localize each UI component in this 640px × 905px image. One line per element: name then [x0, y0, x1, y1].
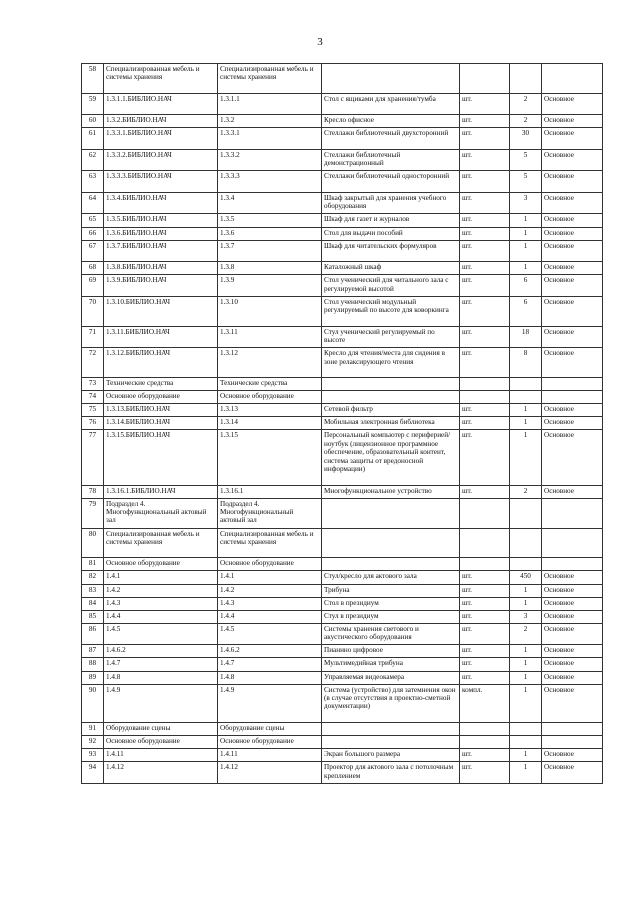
unit-cell: шт.: [460, 584, 510, 597]
quantity-cell: 2: [510, 623, 542, 645]
quantity-cell: [510, 498, 542, 528]
item-name-cell: Стул в президиум: [322, 610, 460, 623]
unit-cell: шт.: [460, 93, 510, 115]
subcode-cell: 1.4.2: [218, 584, 322, 597]
item-name-cell: Стол ученический модульный регулируемый по высоте для коворкинга: [322, 296, 460, 326]
quantity-cell: [510, 378, 542, 391]
subcode-cell: 1.3.14: [218, 417, 322, 430]
item-code-cell: 1.4.5: [104, 623, 218, 645]
table-row: [82, 296, 603, 326]
item-code-cell: 1.3.5.БИБЛИО.НАЧ: [104, 214, 218, 227]
quantity-cell: 1: [510, 597, 542, 610]
row-number-cell: 68: [82, 262, 104, 275]
table-row: [82, 214, 603, 227]
item-name-cell: Трибуна: [322, 584, 460, 597]
quantity-cell: 8: [510, 348, 542, 378]
row-number-cell: 64: [82, 192, 104, 214]
quantity-cell: 1: [510, 430, 542, 485]
subcode-cell: 1.3.3.2: [218, 149, 322, 171]
unit-cell: шт.: [460, 762, 510, 784]
table-row: [82, 623, 603, 645]
table-row: [82, 192, 603, 214]
category-cell: [542, 722, 603, 735]
row-number-cell: 91: [82, 722, 104, 735]
item-code-cell: 1.4.7: [104, 658, 218, 671]
item-code-cell: Основное оборудование: [104, 391, 218, 404]
table-row: [82, 430, 603, 485]
item-name-cell: Мультимедийная трибуна: [322, 658, 460, 671]
item-code-cell: Специализированная мебель и системы хранения: [104, 528, 218, 558]
quantity-cell: 1: [510, 262, 542, 275]
quantity-cell: 1: [510, 749, 542, 762]
quantity-cell: 1: [510, 214, 542, 227]
item-code-cell: Основное оборудование: [104, 558, 218, 571]
quantity-cell: [510, 722, 542, 735]
row-number-cell: 62: [82, 149, 104, 171]
item-code-cell: 1.3.9.БИБЛИО.НАЧ: [104, 275, 218, 297]
category-cell: [542, 64, 603, 94]
table-row: [82, 404, 603, 417]
unit-cell: [460, 378, 510, 391]
row-number-cell: 69: [82, 275, 104, 297]
item-name-cell: Каталожный шкаф: [322, 262, 460, 275]
unit-cell: [460, 528, 510, 558]
quantity-cell: 3: [510, 192, 542, 214]
quantity-cell: [510, 528, 542, 558]
category-cell: Основное: [542, 658, 603, 671]
quantity-cell: 6: [510, 275, 542, 297]
item-name-cell: Шкаф для читательских формуляров: [322, 240, 460, 262]
equipment-table: [81, 63, 603, 784]
item-name-cell: Стол с ящиками для хранения/тумба: [322, 93, 460, 115]
item-name-cell: Стол в президиум: [322, 597, 460, 610]
item-code-cell: 1.4.2: [104, 584, 218, 597]
subcode-cell: 1.4.6.2: [218, 645, 322, 658]
subcode-cell: Технические средства: [218, 378, 322, 391]
item-name-cell: [322, 558, 460, 571]
subcode-cell: 1.4.4: [218, 610, 322, 623]
subcode-cell: 1.3.1.1: [218, 93, 322, 115]
category-cell: Основное: [542, 348, 603, 378]
category-cell: Основное: [542, 192, 603, 214]
unit-cell: шт.: [460, 115, 510, 128]
item-name-cell: Сетевой фильтр: [322, 404, 460, 417]
category-cell: Основное: [542, 417, 603, 430]
row-number-cell: 66: [82, 227, 104, 240]
table-row: [82, 645, 603, 658]
item-code-cell: Подраздел 4. Многофункциональный актовый зал: [104, 498, 218, 528]
item-code-cell: 1.3.1.1.БИБЛИО.НАЧ: [104, 93, 218, 115]
subcode-cell: 1.4.3: [218, 597, 322, 610]
item-name-cell: Проектор для актового зала с потолочным креплением: [322, 762, 460, 784]
item-name-cell: Персональный компьютер с периферией/ноутбук (лицензионное программное обеспечение, образовательный контент, система защиты от вредоносной информации): [322, 430, 460, 485]
unit-cell: шт.: [460, 597, 510, 610]
table-row: [82, 115, 603, 128]
item-name-cell: [322, 736, 460, 749]
quantity-cell: 1: [510, 240, 542, 262]
unit-cell: [460, 64, 510, 94]
quantity-cell: 1: [510, 684, 542, 722]
subcode-cell: 1.4.5: [218, 623, 322, 645]
unit-cell: шт.: [460, 658, 510, 671]
row-number-cell: 74: [82, 391, 104, 404]
item-code-cell: 1.3.14.БИБЛИО.НАЧ: [104, 417, 218, 430]
table-row: [82, 671, 603, 684]
subcode-cell: 1.3.2: [218, 115, 322, 128]
quantity-cell: 2: [510, 115, 542, 128]
unit-cell: шт.: [460, 296, 510, 326]
unit-cell: шт.: [460, 623, 510, 645]
item-code-cell: Специализированная мебель и системы хранения: [104, 64, 218, 94]
table-row: [82, 378, 603, 391]
unit-cell: шт.: [460, 404, 510, 417]
subcode-cell: Основное оборудование: [218, 558, 322, 571]
item-name-cell: Кресло для чтения/места для сидения в зоне релаксирующего чтения: [322, 348, 460, 378]
unit-cell: [460, 558, 510, 571]
category-cell: Основное: [542, 240, 603, 262]
quantity-cell: 3: [510, 610, 542, 623]
category-cell: Основное: [542, 93, 603, 115]
row-number-cell: 77: [82, 430, 104, 485]
row-number-cell: 59: [82, 93, 104, 115]
item-code-cell: 1.4.6.2: [104, 645, 218, 658]
item-name-cell: Шкаф закрытый для хранения учебного оборудования: [322, 192, 460, 214]
subcode-cell: Оборудование сцены: [218, 722, 322, 735]
category-cell: Основное: [542, 571, 603, 584]
row-number-cell: 92: [82, 736, 104, 749]
table-row: [82, 64, 603, 94]
category-cell: Основное: [542, 684, 603, 722]
subcode-cell: 1.3.5: [218, 214, 322, 227]
item-code-cell: Оборудование сцены: [104, 722, 218, 735]
subcode-cell: 1.3.4: [218, 192, 322, 214]
category-cell: Основное: [542, 623, 603, 645]
item-code-cell: 1.3.3.1.БИБЛИО.НАЧ: [104, 128, 218, 150]
subcode-cell: 1.3.15: [218, 430, 322, 485]
subcode-cell: 1.3.11: [218, 326, 322, 348]
category-cell: Основное: [542, 610, 603, 623]
subcode-cell: 1.3.10: [218, 296, 322, 326]
table-row: [82, 275, 603, 297]
category-cell: Основное: [542, 584, 603, 597]
category-cell: Основное: [542, 149, 603, 171]
item-code-cell: 1.4.3: [104, 597, 218, 610]
subcode-cell: Подраздел 4. Многофункциональный актовый зал: [218, 498, 322, 528]
category-cell: [542, 736, 603, 749]
table-row: [82, 391, 603, 404]
row-number-cell: 81: [82, 558, 104, 571]
subcode-cell: 1.4.8: [218, 671, 322, 684]
unit-cell: шт.: [460, 571, 510, 584]
quantity-cell: [510, 391, 542, 404]
category-cell: Основное: [542, 404, 603, 417]
row-number-cell: 83: [82, 584, 104, 597]
unit-cell: шт.: [460, 227, 510, 240]
table-row: [82, 658, 603, 671]
unit-cell: шт.: [460, 149, 510, 171]
item-name-cell: [322, 64, 460, 94]
subcode-cell: Основное оборудование: [218, 736, 322, 749]
unit-cell: шт.: [460, 240, 510, 262]
item-code-cell: 1.3.4.БИБЛИО.НАЧ: [104, 192, 218, 214]
item-name-cell: Система (устройство) для затемнения окон (в случае отсутствия в проектно-сметной документации): [322, 684, 460, 722]
table-row: [82, 762, 603, 784]
item-code-cell: 1.3.16.1.БИБЛИО.НАЧ: [104, 485, 218, 498]
item-code-cell: 1.3.6.БИБЛИО.НАЧ: [104, 227, 218, 240]
subcode-cell: 1.3.13: [218, 404, 322, 417]
category-cell: Основное: [542, 227, 603, 240]
category-cell: [542, 558, 603, 571]
item-code-cell: 1.3.15.БИБЛИО.НАЧ: [104, 430, 218, 485]
subcode-cell: 1.4.12: [218, 762, 322, 784]
item-code-cell: 1.3.10.БИБЛИО.НАЧ: [104, 296, 218, 326]
table-row: [82, 597, 603, 610]
item-name-cell: Пианино цифровое: [322, 645, 460, 658]
table-row: [82, 498, 603, 528]
subcode-cell: 1.4.9: [218, 684, 322, 722]
item-name-cell: Экран большого размера: [322, 749, 460, 762]
category-cell: Основное: [542, 115, 603, 128]
unit-cell: шт.: [460, 610, 510, 623]
item-code-cell: Основное оборудование: [104, 736, 218, 749]
table-row: [82, 684, 603, 722]
unit-cell: шт.: [460, 262, 510, 275]
item-name-cell: Стол ученический для читального зала с регулируемой высотой: [322, 275, 460, 297]
quantity-cell: [510, 64, 542, 94]
table-row: [82, 485, 603, 498]
quantity-cell: [510, 736, 542, 749]
row-number-cell: 89: [82, 671, 104, 684]
quantity-cell: 2: [510, 485, 542, 498]
table-row: [82, 348, 603, 378]
category-cell: Основное: [542, 645, 603, 658]
unit-cell: шт.: [460, 171, 510, 193]
table-row: [82, 417, 603, 430]
item-name-cell: Шкаф для газет и журналов: [322, 214, 460, 227]
table-row: [82, 240, 603, 262]
item-name-cell: [322, 528, 460, 558]
unit-cell: шт.: [460, 348, 510, 378]
category-cell: [542, 528, 603, 558]
quantity-cell: 1: [510, 658, 542, 671]
item-code-cell: 1.4.9: [104, 684, 218, 722]
subcode-cell: 1.3.12: [218, 348, 322, 378]
row-number-cell: 65: [82, 214, 104, 227]
row-number-cell: 90: [82, 684, 104, 722]
row-number-cell: 63: [82, 171, 104, 193]
category-cell: Основное: [542, 262, 603, 275]
subcode-cell: 1.4.11: [218, 749, 322, 762]
item-name-cell: Стеллажи библиотечный односторонний: [322, 171, 460, 193]
item-name-cell: Стул/кресло для актового зала: [322, 571, 460, 584]
row-number-cell: 67: [82, 240, 104, 262]
row-number-cell: 82: [82, 571, 104, 584]
category-cell: Основное: [542, 430, 603, 485]
quantity-cell: [510, 558, 542, 571]
subcode-cell: 1.3.16.1: [218, 485, 322, 498]
table-row: [82, 262, 603, 275]
category-cell: [542, 378, 603, 391]
row-number-cell: 70: [82, 296, 104, 326]
unit-cell: компл.: [460, 684, 510, 722]
item-name-cell: Стеллажи библиотечный демонстрационный: [322, 149, 460, 171]
unit-cell: шт.: [460, 749, 510, 762]
unit-cell: шт.: [460, 128, 510, 150]
category-cell: [542, 498, 603, 528]
table-row: [82, 227, 603, 240]
category-cell: Основное: [542, 171, 603, 193]
subcode-cell: Специализированная мебель и системы хранения: [218, 528, 322, 558]
row-number-cell: 76: [82, 417, 104, 430]
table-row: [82, 610, 603, 623]
quantity-cell: 1: [510, 762, 542, 784]
item-name-cell: Мобильная электронная библиотека: [322, 417, 460, 430]
category-cell: Основное: [542, 485, 603, 498]
unit-cell: шт.: [460, 214, 510, 227]
row-number-cell: 58: [82, 64, 104, 94]
subcode-cell: 1.3.7: [218, 240, 322, 262]
item-code-cell: 1.4.12: [104, 762, 218, 784]
table-row: [82, 326, 603, 348]
table-row: [82, 528, 603, 558]
unit-cell: [460, 498, 510, 528]
row-number-cell: 94: [82, 762, 104, 784]
table-row: [82, 584, 603, 597]
item-name-cell: [322, 378, 460, 391]
table-row: [82, 749, 603, 762]
quantity-cell: 1: [510, 645, 542, 658]
page-number: 3: [317, 36, 323, 48]
category-cell: Основное: [542, 214, 603, 227]
item-name-cell: Многофункциональное устройство: [322, 485, 460, 498]
item-name-cell: [322, 722, 460, 735]
row-number-cell: 78: [82, 485, 104, 498]
row-number-cell: 93: [82, 749, 104, 762]
item-code-cell: 1.3.12.БИБЛИО.НАЧ: [104, 348, 218, 378]
item-name-cell: Системы хранения светового и акустического оборудования: [322, 623, 460, 645]
row-number-cell: 86: [82, 623, 104, 645]
table-row: [82, 736, 603, 749]
unit-cell: шт.: [460, 645, 510, 658]
subcode-cell: 1.4.1: [218, 571, 322, 584]
row-number-cell: 88: [82, 658, 104, 671]
row-number-cell: 61: [82, 128, 104, 150]
item-code-cell: 1.3.11.БИБЛИО.НАЧ: [104, 326, 218, 348]
item-code-cell: 1.3.3.2.БИБЛИО.НАЧ: [104, 149, 218, 171]
unit-cell: шт.: [460, 326, 510, 348]
subcode-cell: 1.3.6: [218, 227, 322, 240]
item-code-cell: 1.4.8: [104, 671, 218, 684]
quantity-cell: 1: [510, 671, 542, 684]
table-row: [82, 722, 603, 735]
category-cell: [542, 391, 603, 404]
row-number-cell: 75: [82, 404, 104, 417]
item-name-cell: [322, 391, 460, 404]
category-cell: Основное: [542, 128, 603, 150]
quantity-cell: 30: [510, 128, 542, 150]
unit-cell: [460, 722, 510, 735]
table-row: [82, 171, 603, 193]
row-number-cell: 79: [82, 498, 104, 528]
row-number-cell: 85: [82, 610, 104, 623]
unit-cell: шт.: [460, 485, 510, 498]
quantity-cell: 6: [510, 296, 542, 326]
quantity-cell: 1: [510, 227, 542, 240]
quantity-cell: 5: [510, 171, 542, 193]
category-cell: Основное: [542, 749, 603, 762]
row-number-cell: 87: [82, 645, 104, 658]
row-number-cell: 73: [82, 378, 104, 391]
unit-cell: шт.: [460, 417, 510, 430]
table-row: [82, 571, 603, 584]
unit-cell: шт.: [460, 671, 510, 684]
item-code-cell: 1.3.8.БИБЛИО.НАЧ: [104, 262, 218, 275]
row-number-cell: 84: [82, 597, 104, 610]
quantity-cell: 5: [510, 149, 542, 171]
table-row: [82, 93, 603, 115]
item-code-cell: 1.4.1: [104, 571, 218, 584]
subcode-cell: 1.3.3.3: [218, 171, 322, 193]
item-code-cell: 1.4.11: [104, 749, 218, 762]
category-cell: Основное: [542, 296, 603, 326]
row-number-cell: 71: [82, 326, 104, 348]
unit-cell: [460, 736, 510, 749]
unit-cell: шт.: [460, 192, 510, 214]
category-cell: Основное: [542, 326, 603, 348]
item-name-cell: Кресло офисное: [322, 115, 460, 128]
subcode-cell: Основное оборудование: [218, 391, 322, 404]
unit-cell: [460, 391, 510, 404]
item-code-cell: 1.3.13.БИБЛИО.НАЧ: [104, 404, 218, 417]
row-number-cell: 80: [82, 528, 104, 558]
subcode-cell: 1.3.9: [218, 275, 322, 297]
row-number-cell: 72: [82, 348, 104, 378]
quantity-cell: 1: [510, 404, 542, 417]
quantity-cell: 1: [510, 584, 542, 597]
table-row: [82, 149, 603, 171]
item-name-cell: Стул ученический регулируемый по высоте: [322, 326, 460, 348]
subcode-cell: 1.3.3.1: [218, 128, 322, 150]
subcode-cell: Специализированная мебель и системы хранения: [218, 64, 322, 94]
item-code-cell: 1.3.2.БИБЛИО.НАЧ: [104, 115, 218, 128]
item-name-cell: Стол для выдачи пособий: [322, 227, 460, 240]
unit-cell: шт.: [460, 275, 510, 297]
quantity-cell: 1: [510, 417, 542, 430]
table-row: [82, 128, 603, 150]
row-number-cell: 60: [82, 115, 104, 128]
quantity-cell: 18: [510, 326, 542, 348]
subcode-cell: 1.3.8: [218, 262, 322, 275]
item-name-cell: Управляемая видеокамера: [322, 671, 460, 684]
category-cell: Основное: [542, 762, 603, 784]
subcode-cell: 1.4.7: [218, 658, 322, 671]
category-cell: Основное: [542, 275, 603, 297]
category-cell: Основное: [542, 671, 603, 684]
quantity-cell: 2: [510, 93, 542, 115]
table-row: [82, 558, 603, 571]
category-cell: Основное: [542, 597, 603, 610]
quantity-cell: 450: [510, 571, 542, 584]
item-name-cell: [322, 498, 460, 528]
item-name-cell: Стеллажи библиотечный двухсторонний: [322, 128, 460, 150]
unit-cell: шт.: [460, 430, 510, 485]
item-code-cell: 1.3.3.3.БИБЛИО.НАЧ: [104, 171, 218, 193]
item-code-cell: 1.4.4: [104, 610, 218, 623]
item-code-cell: 1.3.7.БИБЛИО.НАЧ: [104, 240, 218, 262]
item-code-cell: Технические средства: [104, 378, 218, 391]
